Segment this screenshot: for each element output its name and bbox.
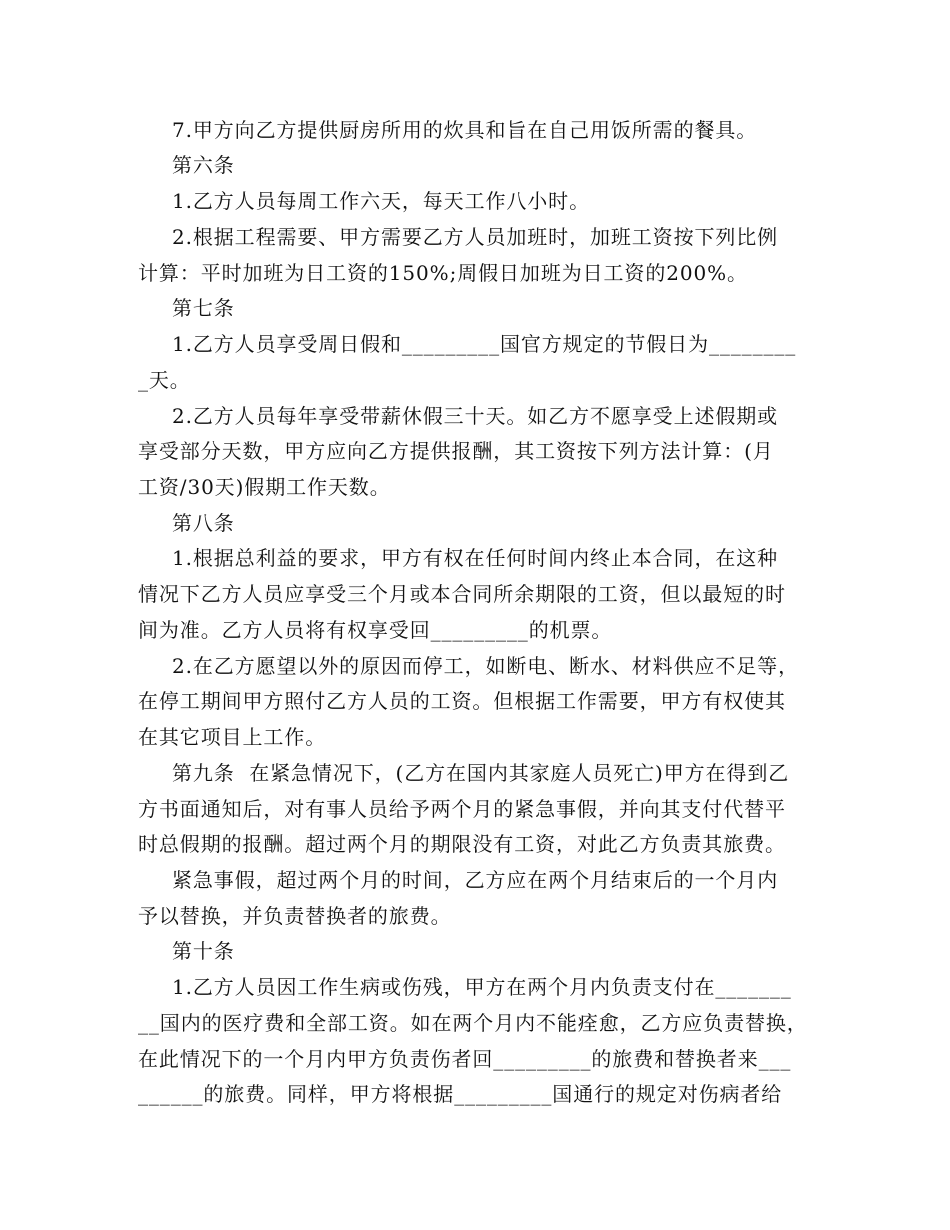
article-heading: 第七条: [172, 296, 235, 320]
paragraph-line: __国内的医疗费和全部工资。如在两个月内不能痊愈，乙方应负责替换，: [138, 1011, 808, 1035]
paragraph-line: 享受部分天数，甲方应向乙方提供报酬，其工资按下列方法计算：(月: [138, 439, 774, 463]
paragraph-line: 在此情况下的一个月内甲方负责伤者回_________的旅费和替换者来___: [138, 1047, 792, 1071]
paragraph-line: 方书面通知后，对有事人员给予两个月的紧急事假，并向其支付代替平: [138, 797, 786, 821]
paragraph-line: 2.根据工程需要、甲方需要乙方人员加班时，加班工资按下列比例: [172, 225, 779, 249]
paragraph-line: 7.甲方向乙方提供厨房所用的炊具和旨在自己用饭所需的餐具。: [172, 118, 758, 142]
paragraph-line: 在其它项目上工作。: [138, 725, 327, 749]
paragraph-line: 工资/30天)假期工作天数。: [138, 475, 391, 499]
paragraph-line: 第九条 在紧急情况下，(乙方在国内其家庭人员死亡)甲方在得到乙: [172, 761, 790, 785]
paragraph-line: ______的旅费。同样，甲方将根据_________国通行的规定对伤病者给: [138, 1082, 783, 1106]
paragraph-line: 1.乙方人员每周工作六天，每天工作八小时。: [172, 189, 590, 213]
paragraph-line: _天。: [138, 368, 191, 392]
article-heading: 第八条: [172, 511, 235, 535]
paragraph-line: 计算：平时加班为日工资的150%;周假日加班为日工资的200%。: [138, 261, 748, 285]
paragraph-line: 1.乙方人员享受周日假和_________国官方规定的节假日为________: [172, 332, 797, 356]
paragraph-line: 时总假期的报酬。超过两个月的期限没有工资，对此乙方负责其旅费。: [138, 832, 786, 856]
paragraph-line: 予以替换，并负责替换者的旅费。: [138, 904, 452, 928]
paragraph-line: 1.根据总利益的要求，甲方有权在任何时间内终止本合同，在这种: [172, 546, 779, 570]
article-heading: 第六条: [172, 153, 235, 177]
paragraph-line: 间为准。乙方人员将有权享受回_________的机票。: [138, 618, 613, 642]
paragraph-line: 紧急事假，超过两个月的时间，乙方应在两个月结束后的一个月内: [172, 868, 779, 892]
paragraph-line: 1.乙方人员因工作生病或伤残，甲方在两个月内负责支付在_______: [172, 975, 792, 999]
paragraph-line: 情况下乙方人员应享受三个月或本合同所余期限的工资，但以最短的时: [138, 582, 786, 606]
paragraph-line: 2.乙方人员每年享受带薪休假三十天。如乙方不愿享受上述假期或: [172, 404, 779, 428]
paragraph-line: 在停工期间甲方照付乙方人员的工资。但根据工作需要，甲方有权使其: [138, 689, 786, 713]
article-heading: 第十条: [172, 939, 235, 963]
paragraph-line: 2.在乙方愿望以外的原因而停工，如断电、断水、材料供应不足等，: [172, 654, 799, 678]
